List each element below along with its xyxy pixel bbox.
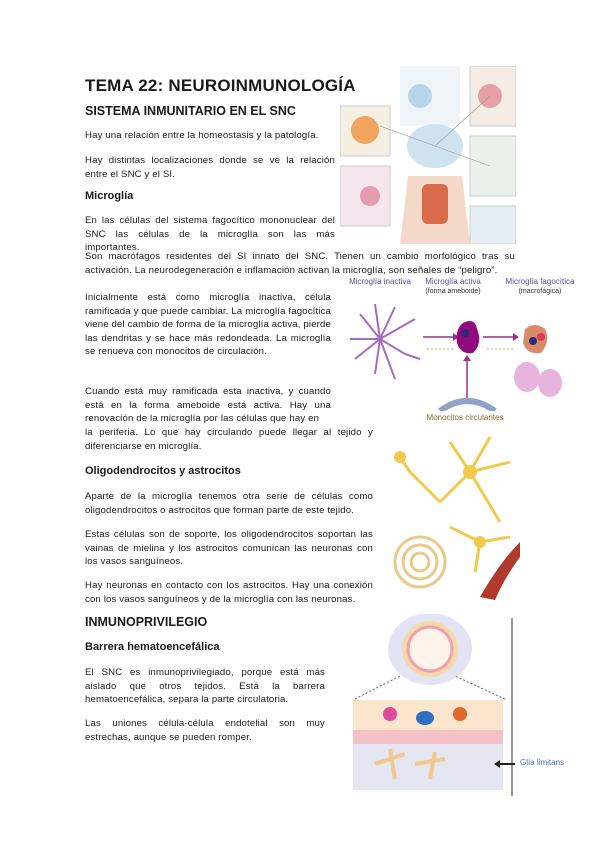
cns-immune-figure <box>340 66 516 244</box>
active-microglia-icon <box>457 321 480 353</box>
paragraph: Las uniones célula-célula endotelial son muy estrechas, aunque se pueden romper. <box>85 718 325 743</box>
label-glia-limitans: Glía limitans <box>520 758 565 767</box>
blood-brain-barrier-figure <box>335 614 600 799</box>
paragraph: En las células del sistema fagocítico mononuclear del SNC las células de la microglía son las más importantes. <box>85 215 335 254</box>
paragraph: Aparte de la microglía tenemos otra serie de células como oligodendrocitos o astrocitos que forman parte de este tejido. <box>85 491 373 516</box>
cns-immune-illustration <box>340 66 516 244</box>
label-microglia-activa: Microglía activa <box>425 277 481 286</box>
paragraph: Son macrófagos residentes del SI innato del SNC. Tienen un cambio morfológico tras su activación. La neurodegeneración e inflamación activan la microglía, son señales de “peligro”. <box>85 251 515 276</box>
paragraph: la periferia. Lo que hay circulando puede llegar al tejido y diferenciarse en microglía. <box>85 427 373 452</box>
paragraph: Cuando está muy ramificada esta inactiva, y cuando está en la forma ameboide está activa. Hay una renovación de la microglía por las células que hay en <box>85 386 331 425</box>
glial-cells-illustration <box>380 432 520 600</box>
paragraph: Hay distintas localizaciones donde se ve la relación entre el SNC y el SI. <box>85 155 335 180</box>
glial-cells-figure <box>380 432 520 600</box>
blood-vessel-icon <box>440 401 495 411</box>
subheading-microglia: Microglía <box>85 190 134 202</box>
blood-vessel-icon <box>480 542 520 600</box>
paragraph: Inicialmente está como microglía inactiva, célula ramificada y que puede cambiar. La microglía fagocítica viene del cambio de forma de la microglía activa, pierde las dendritas y se hace más redondeada. La microglía se renueva con monocitos de circulación. <box>85 292 331 358</box>
inactive-microglia-icon <box>350 304 420 379</box>
label-forma-ameboide: (forma ameboide) <box>425 288 481 295</box>
subheading-oligo: Oligodendrocitos y astrocitos <box>85 465 241 477</box>
paragraph: Hay una relación entre la homeostasis y la patología. <box>85 130 319 141</box>
label-microglia-fagocitica: Microglía fagocítica <box>505 277 575 286</box>
paragraph: Estas células son de soporte, los oligodendrocitos soportan las vainas de mielina y los astrocitos comunican las neuronas con los vasos sanguíneos. <box>85 529 373 568</box>
microglia-states-figure <box>335 277 585 427</box>
subheading-barrera: Barrera hematoencefálica <box>85 641 220 653</box>
paragraph: El SNC es inmunoprivilegiado, porque está más aislado que otros tejidos. Está la barrera hematoencefálica, separa la parte circulatoria. <box>85 667 325 706</box>
label-macrofagica: (macrofágica) <box>518 288 562 295</box>
label-monocitos: Monocitos circulantes <box>426 413 504 422</box>
page-title: TEMA 22: NEUROINMUNOLOGÍA <box>85 76 356 95</box>
paragraph: Hay neuronas en contacto con los astrocitos. Hay una conexión con los vasos sanguíneos y de la microglía con las neuronas. <box>85 580 373 605</box>
microglia-diagram <box>335 299 585 411</box>
label-microglia-inactiva: Microglía inactiva <box>349 277 411 286</box>
section-heading-sistema: SISTEMA INMUNITARIO EN EL SNC <box>85 104 296 118</box>
section-heading-inmuno: INMUNOPRIVILEGIO <box>85 615 208 629</box>
bbb-illustration <box>335 614 600 799</box>
